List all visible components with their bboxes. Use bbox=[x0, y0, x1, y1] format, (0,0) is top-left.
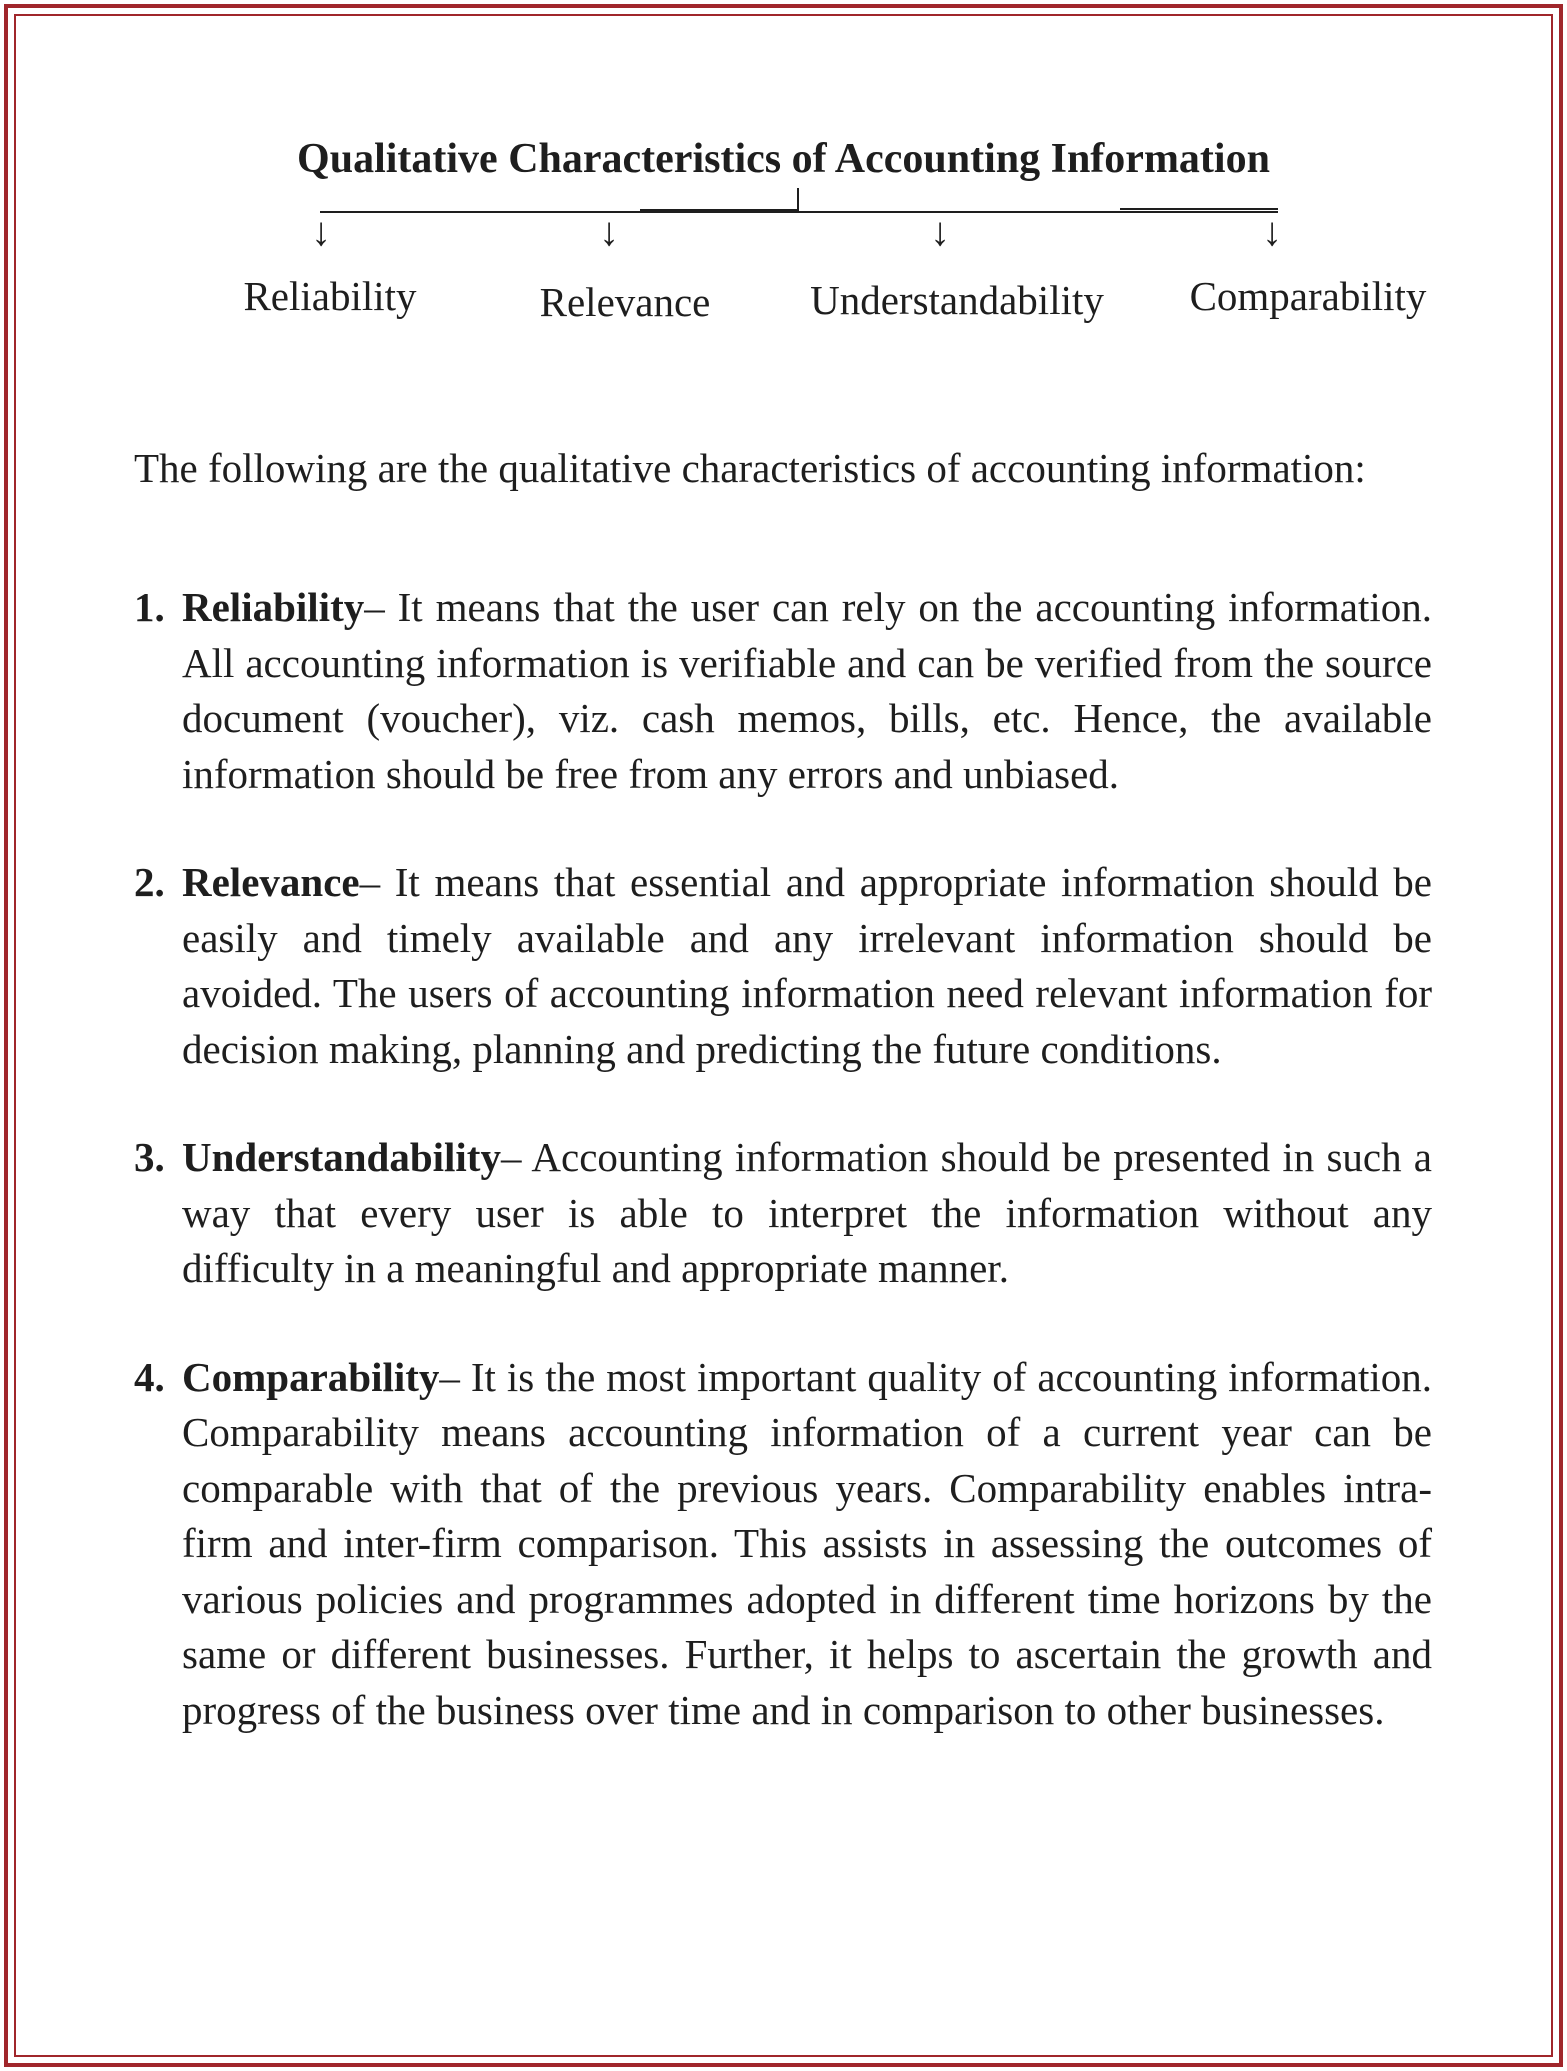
branch-comparability: Comparability bbox=[1189, 273, 1427, 319]
list-item bbox=[134, 855, 1432, 1077]
branch-reliability: Reliability bbox=[243, 273, 417, 319]
item-term: Relevance bbox=[182, 859, 360, 905]
item-text: It is the most important quality of accounting information. Comparability means accounting information of a current year can be comparable with that of the previous years. Comparability enables intra-firm and inter-firm comparison. This assists in assessing the outcomes of various policies and programmes adopted in different time horizons by the same or different businesses. Further, it helps to ascertain the growth and progress of the business over time and in comparison to other businesses. bbox=[182, 1353, 1432, 1733]
arrow-down-icon: ↓ bbox=[599, 209, 619, 254]
item-number: 1. bbox=[134, 584, 165, 630]
intro-paragraph: The following are the qualitative characteristics of accounting information: bbox=[134, 445, 1366, 491]
arrow-down-icon: ↓ bbox=[311, 209, 331, 254]
arrow-down-icon: ↓ bbox=[930, 209, 950, 254]
item-number: 3. bbox=[134, 1134, 165, 1180]
item-dash: – bbox=[500, 1134, 522, 1180]
item-text: Accounting information should be presented in such a way that every user is able to interpret the information without any difficulty in a meaningful and appropriate manner. bbox=[182, 1134, 1432, 1291]
item-number: 2. bbox=[134, 859, 165, 905]
item-text: It means that the user can rely on the accounting information. All accounting information is verifiable and can be verified from the source document (voucher), viz. cash memos, bills, etc. Hence, the available information should be free from any errors and unbiased. bbox=[182, 584, 1432, 797]
item-term: Comparability bbox=[182, 1353, 440, 1400]
branch-relevance: Relevance bbox=[539, 279, 711, 325]
item-term: Reliability bbox=[182, 584, 365, 630]
characteristics-list bbox=[134, 580, 1432, 1738]
arrow-down-icon: ↓ bbox=[1262, 209, 1282, 254]
item-dash: – bbox=[359, 859, 381, 905]
list-item bbox=[134, 1350, 1432, 1739]
item-dash: – bbox=[439, 1353, 460, 1400]
item-dash: – bbox=[364, 584, 385, 630]
list-item bbox=[134, 1130, 1432, 1297]
item-term: Understandability bbox=[182, 1134, 501, 1180]
list-item bbox=[134, 580, 1432, 802]
item-number: 4. bbox=[134, 1353, 165, 1400]
diagram-title: Qualitative Characteristics of Accounting Information bbox=[297, 136, 1270, 182]
branch-understandability: Understandability bbox=[810, 277, 1104, 323]
item-text: It means that essential and appropriate information should be easily and timely available and any irrelevant information should be avoided. The users of accounting information need relevant information for decision making, planning and predicting the future conditions. bbox=[182, 859, 1432, 1072]
